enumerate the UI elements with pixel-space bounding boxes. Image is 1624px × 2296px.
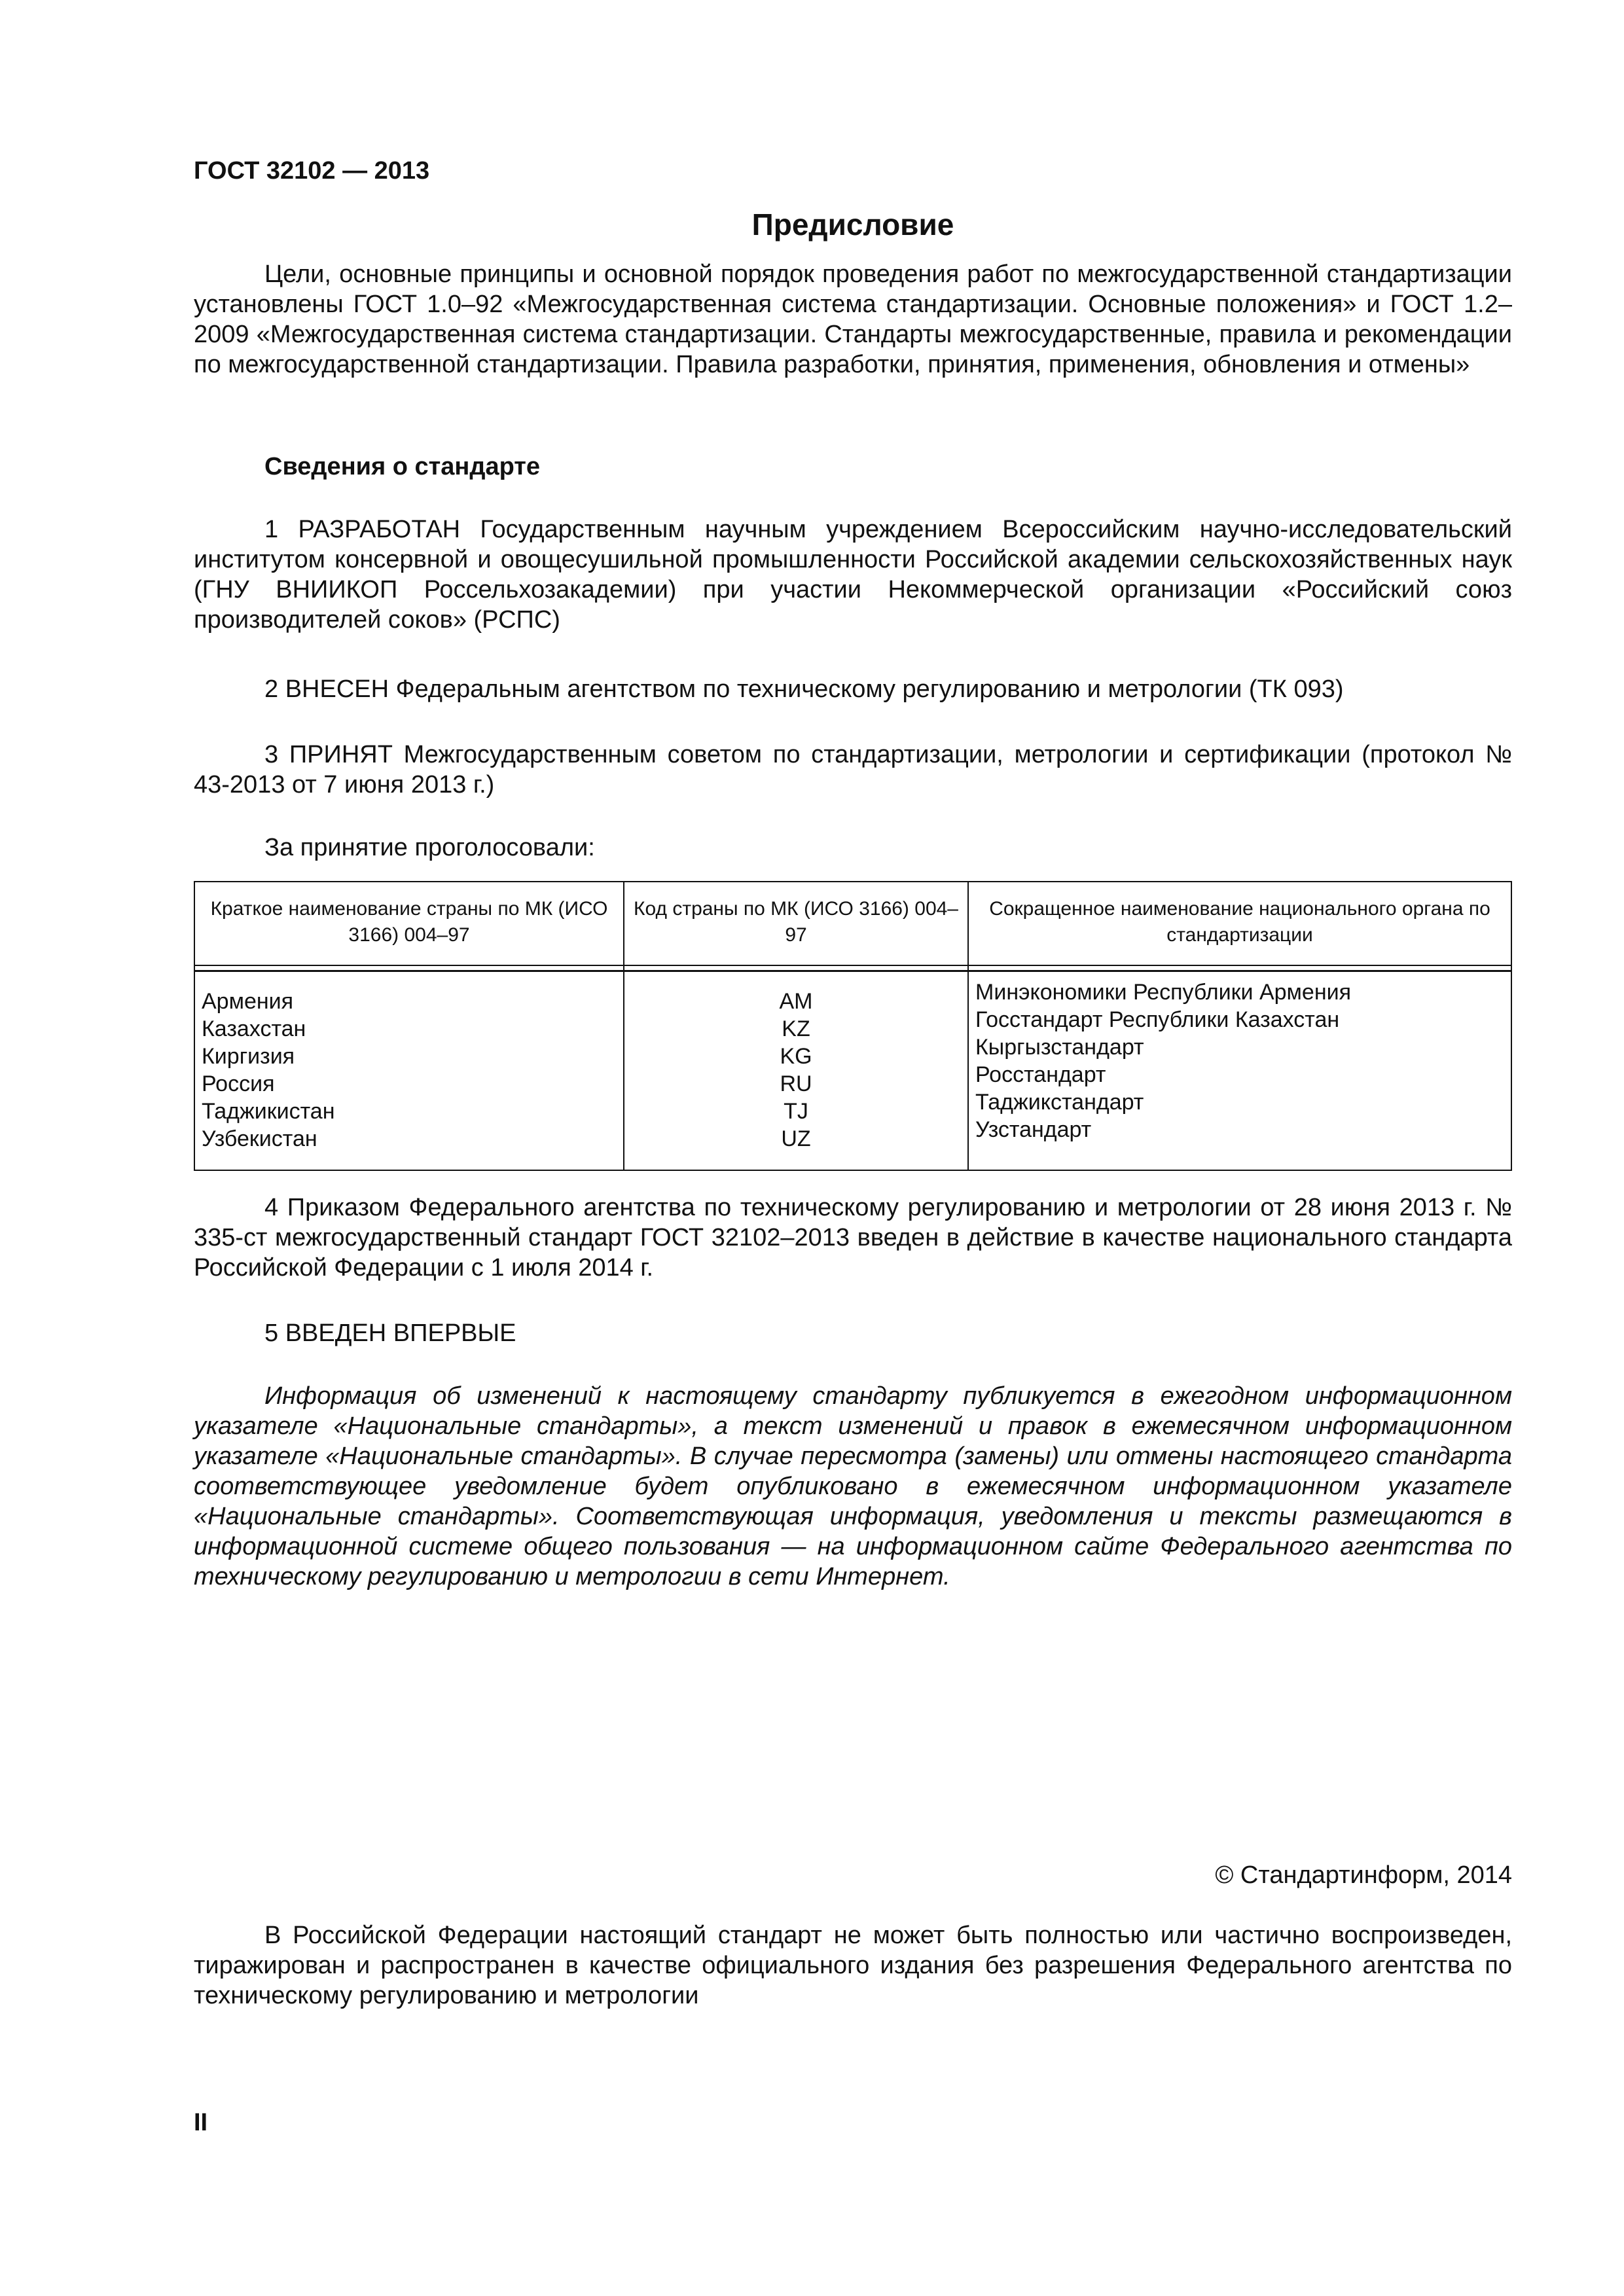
header-national-body: Сокращенное наименование национального органа по стандартизации [968,882,1511,965]
national-bodies-cell [968,971,1511,1171]
header-country-name: Краткое наименование страны по МК (ИСО 3166) 004–97 [194,882,624,965]
voting-countries-table [194,881,1512,1171]
country-code: TJ [784,1099,808,1124]
country-name: Узбекистан [202,1126,317,1151]
national-body: Узстандарт [975,1117,1092,1142]
country-name: Армения [202,989,294,1014]
country-code: KG [780,1044,812,1069]
item-5-introduced: 5 ВВЕДЕН ВПЕРВЫЕ [264,1319,516,1347]
rights-paragraph: В Российской Федерации настоящий стандарт не может быть полностью или частично воспроизведен, тиражирован и распространен в качестве официального издания без разрешения Федерального агентства по техническому регулированию и метрологии [194,1922,1512,2009]
page-title: Предисловие [751,207,954,242]
copyright-notice: © Стандартинформ, 2014 [1215,1861,1512,1889]
section-heading: Сведения о стандарте [264,453,541,480]
country-codes-cell [624,971,968,1171]
table-body-row [194,971,1511,1171]
country-names-cell [194,971,624,1171]
national-body: Кыргызстандарт [975,1035,1144,1060]
info-paragraph: Информация об изменений к настоящему стандарту публикуется в ежегодном информационном указателе «Национальные стандарты», а текст изменений и правок в ежемесячном информационном указателе «Национальные стандарты». В случае пересмотра (замены) или отмены настоящего стандарта соответствующее уведомление будет опубликовано в ежемесячном информационном указателе «Национальные стандарты». Соответствующая информация, уведомления и тексты размещаются в информационной системе общего пользования — на информационном сайте Федерального агентства по техническому регулированию и метрологии в сети Интернет. [194,1382,1512,1590]
item-1-developed: 1 РАЗРАБОТАН Государственным научным учреждением Всероссийским научно-исследовательский институтом консервной и овощесушильной промышленности Российской академии сельскохозяйственных наук (ГНУ ВНИИКОП Россельхозакадемии) при участии Некоммерческой организации «Российский союз производителей соков» (РСПС) [194,516,1512,634]
national-body: Росстандарт [975,1062,1106,1087]
document-page [194,0,1512,2296]
country-name: Казахстан [202,1016,306,1041]
page-number: II [194,2109,208,2136]
intro-paragraph: Цели, основные принципы и основной порядок проведения работ по межгосударственной стандартизации установлены ГОСТ 1.0–92 «Межгосударственная система стандартизации. Основные положения» и ГОСТ 1.2–2009 «Межгосударственная система стандартизации. Стандарты межгосударственные, правила и рекомендации по межгосударственной стандартизации. Правила разработки, принятия, применения, обновления и отмены» [194,260,1512,378]
national-body: Таджикстандарт [975,1090,1144,1115]
country-name: Таджикистан [202,1099,335,1124]
item-4-order: 4 Приказом Федерального агентства по техническому регулированию и метрологии от 28 июня 2013 г. № 335-ст межгосударственный стандарт ГОСТ 32102–2013 введен в действие в качестве национального стандарта Российской Федерации с 1 июля 2014 г. [194,1194,1512,1282]
table-double-rule [194,965,1511,971]
country-code: KZ [782,1016,810,1041]
table-header-row [194,882,1511,965]
country-code: AM [779,989,813,1014]
voted-label: За принятие проголосовали: [264,834,595,861]
country-code: RU [780,1071,812,1096]
country-code: UZ [781,1126,811,1151]
item-2-submitted: 2 ВНЕСЕН Федеральным агентством по техническому регулированию и метрологии (ТК 093) [264,675,1344,703]
country-name: Киргизия [202,1044,295,1069]
document-number-header: ГОСТ 32102 — 2013 [194,157,430,185]
country-name: Россия [202,1071,275,1096]
national-body: Госстандарт Республики Казахстан [975,1007,1340,1032]
item-3-adopted: 3 ПРИНЯТ Межгосударственным советом по стандартизации, метрологии и сертификации (протокол № 43-2013 от 7 июня 2013 г.) [194,741,1512,798]
national-body: Минэкономики Республики Армения [975,980,1351,1005]
header-country-code: Код страны по МК (ИСО 3166) 004–97 [624,882,968,965]
